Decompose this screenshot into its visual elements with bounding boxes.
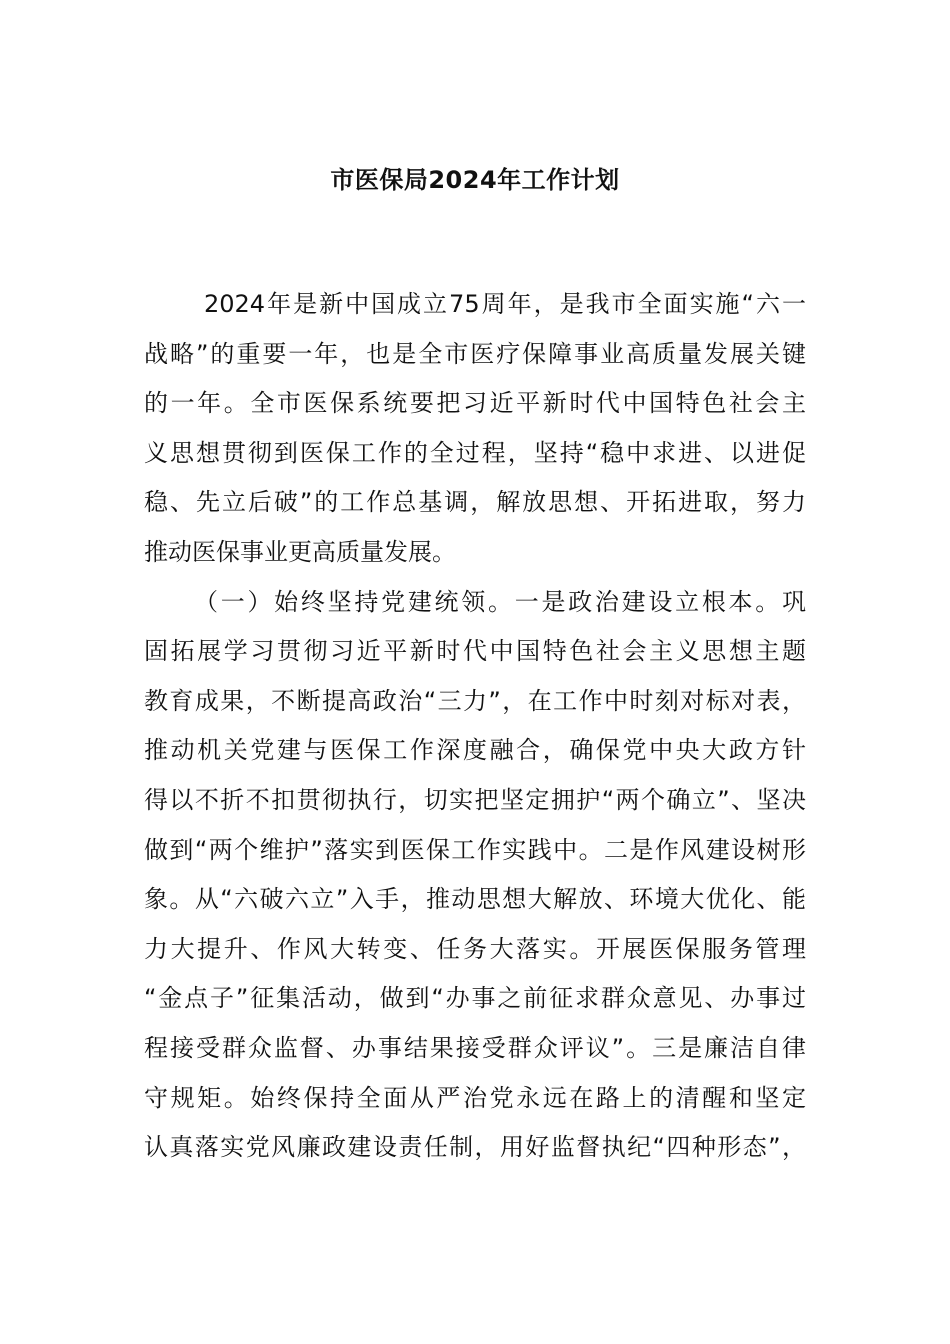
text-line: 力大提升、作风大转变、任务大落实。开展医保服务管理 — [144, 934, 806, 963]
paragraph-intro — [144, 280, 806, 578]
document-title: 市医保局2024年工作计划 — [330, 166, 620, 194]
text-line: 推动机关党建与医保工作深度融合，确保党中央大政方针 — [144, 736, 806, 765]
text-line: “金点子”征集活动，做到“办事之前征求群众意见、办事过 — [144, 984, 806, 1013]
paragraph-party-building — [144, 578, 806, 1173]
text-line: 得以不折不扣贯彻执行，切实把坚定拥护“两个确立”、坚决 — [144, 785, 806, 814]
text-line: 程接受群众监督、办事结果接受群众评议”。三是廉洁自律 — [144, 1033, 806, 1062]
text-line: 守规矩。始终保持全面从严治党永远在路上的清醒和坚定 — [144, 1083, 806, 1112]
text-line: 的一年。全市医保系统要把习近平新时代中国特色社会主 — [144, 389, 806, 418]
text-line: 固拓展学习贯彻习近平新时代中国特色社会主义思想主题 — [144, 637, 806, 666]
text-line: 义思想贯彻到医保工作的全过程，坚持“稳中求进、以进促 — [144, 438, 806, 467]
text-line: 2024年是新中国成立75周年，是我市全面实施“六一 — [204, 290, 806, 318]
text-line: 做到“两个维护”落实到医保工作实践中。二是作风建设树形 — [144, 835, 806, 864]
document-body — [144, 280, 806, 1173]
text-line: 稳、先立后破”的工作总基调，解放思想、开拓进取，努力 — [144, 488, 806, 517]
text-line: 教育成果，不断提高政治“三力”，在工作中时刻对标对表， — [144, 686, 806, 715]
text-line: 战略”的重要一年，也是全市医疗保障事业高质量发展关键 — [144, 339, 806, 368]
text-line: （一）始终坚持党建统领。一是政治建设立根本。巩 — [194, 587, 806, 616]
text-line: 象。从“六破六立”入手，推动思想大解放、环境大优化、能 — [144, 885, 806, 914]
text-line: 认真落实党风廉政建设责任制，用好监督执纪“四种形态”， — [144, 1133, 806, 1162]
text-line: 推动医保事业更高质量发展。 — [144, 537, 456, 566]
